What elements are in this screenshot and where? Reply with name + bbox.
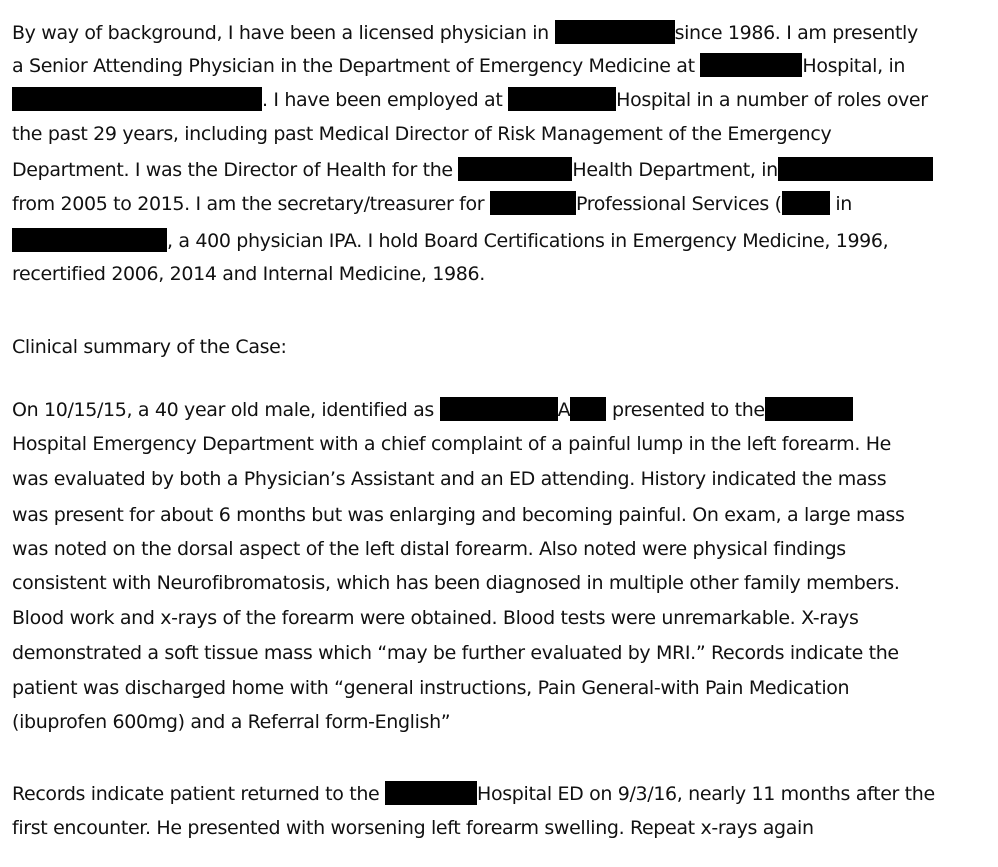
redaction-bar <box>508 87 616 111</box>
text-line: demonstrated a soft tissue mass which “may be further evaluated by MRI.” Records indicate the <box>12 642 899 664</box>
redaction-bar <box>778 157 933 181</box>
text-line: Records indicate patient returned to the Hospital ED on 9/3/16, nearly 11 months after the <box>12 783 935 805</box>
text-line: (ibuprofen 600mg) and a Referral form-English” <box>12 711 451 733</box>
redaction-bar <box>12 228 167 252</box>
redaction-bar <box>765 397 853 421</box>
text-line: By way of background, I have been a licensed physician in since 1986. I am presently <box>12 22 918 44</box>
redaction-bar <box>12 87 262 111</box>
redaction-bar <box>700 53 802 77</box>
text-line: a Senior Attending Physician in the Department of Emergency Medicine at Hospital, in <box>12 55 906 77</box>
text-line: Hospital Emergency Department with a chief complaint of a painful lump in the left forearm. He <box>12 433 891 455</box>
text-line: recertified 2006, 2014 and Internal Medicine, 1986. <box>12 263 485 285</box>
redaction-bar <box>440 397 558 421</box>
redaction-bar <box>385 781 477 805</box>
redaction-bar <box>555 20 675 44</box>
text-line: Blood work and x-rays of the forearm were obtained. Blood tests were unremarkable. X-rays <box>12 607 859 629</box>
redaction-bar <box>458 157 572 181</box>
redaction-bar <box>782 191 830 215</box>
text-line: the past 29 years, including past Medical Director of Risk Management of the Emergency <box>12 123 832 145</box>
text-line: was evaluated by both a Physician’s Assistant and an ED attending. History indicated the mass <box>12 468 887 490</box>
section-heading: Clinical summary of the Case: <box>12 336 287 358</box>
text-line: from 2005 to 2015. I am the secretary/treasurer for Professional Services ( in <box>12 193 852 215</box>
text-line: patient was discharged home with “general instructions, Pain General-with Pain Medication <box>12 677 850 699</box>
text-line: On 10/15/15, a 40 year old male, identified as A presented to the <box>12 397 853 423</box>
text-line: Department. I was the Director of Health for the Health Department, in <box>12 157 933 183</box>
redaction-bar <box>570 397 606 421</box>
text-line: was present for about 6 months but was enlarging and becoming painful. On exam, a large mass <box>12 504 905 526</box>
text-line: was noted on the dorsal aspect of the left distal forearm. Also noted were physical findings <box>12 538 846 560</box>
text-line: first encounter. He presented with worsening left forearm swelling. Repeat x-rays again <box>12 817 814 839</box>
text-line: consistent with Neurofibromatosis, which has been diagnosed in multiple other family members. <box>12 572 900 594</box>
text-line: . I have been employed at Hospital in a number of roles over <box>12 87 928 113</box>
redaction-bar <box>490 191 576 215</box>
text-line: , a 400 physician IPA. I hold Board Certifications in Emergency Medicine, 1996, <box>12 228 888 254</box>
